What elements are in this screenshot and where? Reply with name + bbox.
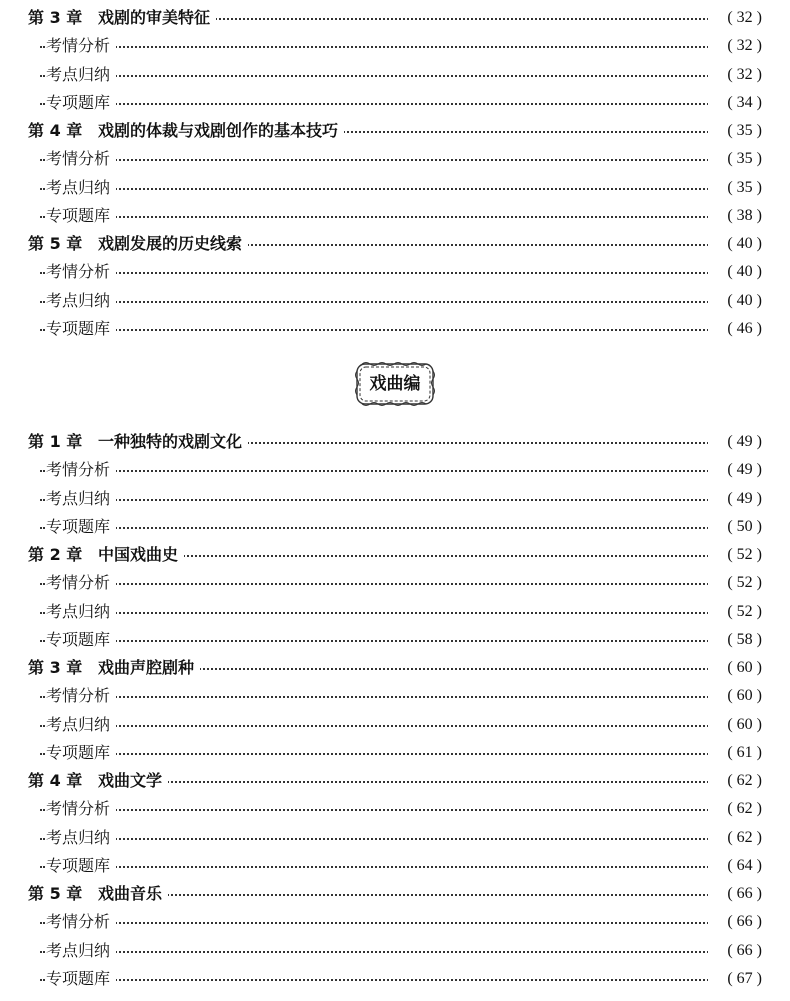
subsection-title: 专项题库 bbox=[46, 315, 116, 343]
toc-chapter-row[interactable] bbox=[0, 4, 790, 32]
chapter-title: 戏曲音乐 bbox=[98, 884, 163, 903]
toc-subsection-row[interactable] bbox=[0, 258, 790, 286]
page-number: ( 49 ) bbox=[708, 485, 762, 513]
cropped-next-line bbox=[28, 994, 158, 1001]
page-number: ( 67 ) bbox=[708, 965, 762, 993]
toc-chapter-row[interactable] bbox=[0, 428, 790, 456]
page-number: ( 32 ) bbox=[708, 61, 762, 89]
page-number: ( 40 ) bbox=[708, 230, 762, 258]
chapter-label bbox=[28, 230, 248, 258]
page-number: ( 46 ) bbox=[708, 315, 762, 343]
toc-subsection-row[interactable] bbox=[0, 32, 790, 60]
chapter-label bbox=[28, 117, 344, 145]
chapter-title: 戏剧的审美特征 bbox=[98, 8, 211, 27]
toc-chapter-row[interactable] bbox=[0, 880, 790, 908]
page-number: ( 66 ) bbox=[708, 937, 762, 965]
chapter-title: 戏曲文学 bbox=[98, 771, 163, 790]
dot-leader bbox=[40, 951, 720, 953]
subsection-title: 考点归纳 bbox=[46, 598, 116, 626]
dot-leader bbox=[40, 640, 720, 642]
page-number: ( 62 ) bbox=[708, 767, 762, 795]
chapter-number: 第 3 章 bbox=[28, 658, 83, 677]
subsection-title: 专项题库 bbox=[46, 89, 116, 117]
toc-subsection-row[interactable] bbox=[0, 711, 790, 739]
dot-leader bbox=[40, 272, 720, 274]
part-title-badge bbox=[354, 361, 436, 407]
dot-leader bbox=[40, 103, 720, 105]
chapter-number: 第 4 章 bbox=[28, 771, 83, 790]
subsection-title: 考点归纳 bbox=[46, 711, 116, 739]
page-number: ( 38 ) bbox=[708, 202, 762, 230]
page-number: ( 60 ) bbox=[708, 711, 762, 739]
subsection-title: 专项题库 bbox=[46, 739, 116, 767]
page-number: ( 52 ) bbox=[708, 569, 762, 597]
toc-subsection-row[interactable] bbox=[0, 795, 790, 823]
part-title-text: 戏曲编 bbox=[369, 374, 421, 394]
toc-subsection-row[interactable] bbox=[0, 485, 790, 513]
subsection-title: 考情分析 bbox=[46, 32, 116, 60]
toc-section-drama bbox=[0, 4, 790, 343]
chapter-label bbox=[28, 767, 168, 795]
toc-subsection-row[interactable] bbox=[0, 174, 790, 202]
chapter-number: 第 4 章 bbox=[28, 121, 83, 140]
dot-leader bbox=[40, 301, 720, 303]
chapter-title: 戏剧发展的历史线索 bbox=[98, 234, 243, 253]
toc-subsection-row[interactable] bbox=[0, 89, 790, 117]
chapter-number: 第 2 章 bbox=[28, 545, 83, 564]
toc-subsection-row[interactable] bbox=[0, 626, 790, 654]
subsection-title: 考情分析 bbox=[46, 145, 116, 173]
chapter-number: 第 3 章 bbox=[28, 8, 83, 27]
page-number: ( 58 ) bbox=[708, 626, 762, 654]
dot-leader bbox=[40, 809, 720, 811]
page-number: ( 49 ) bbox=[708, 456, 762, 484]
page-number: ( 62 ) bbox=[708, 795, 762, 823]
toc-subsection-row[interactable] bbox=[0, 315, 790, 343]
subsection-title: 专项题库 bbox=[46, 513, 116, 541]
chapter-number: 第 1 章 bbox=[28, 432, 83, 451]
toc-section-xiqu bbox=[0, 428, 790, 993]
page-number: ( 61 ) bbox=[708, 739, 762, 767]
dot-leader bbox=[40, 216, 720, 218]
dot-leader bbox=[40, 583, 720, 585]
chapter-label bbox=[28, 4, 216, 32]
page-number: ( 52 ) bbox=[708, 598, 762, 626]
page-number: ( 49 ) bbox=[708, 428, 762, 456]
dot-leader bbox=[40, 499, 720, 501]
subsection-title: 专项题库 bbox=[46, 852, 116, 880]
toc-subsection-row[interactable] bbox=[0, 202, 790, 230]
subsection-title: 考点归纳 bbox=[46, 824, 116, 852]
subsection-title: 考点归纳 bbox=[46, 61, 116, 89]
dot-leader bbox=[40, 159, 720, 161]
toc-chapter-row[interactable] bbox=[0, 767, 790, 795]
toc-subsection-row[interactable] bbox=[0, 739, 790, 767]
toc-subsection-row[interactable] bbox=[0, 598, 790, 626]
page-number: ( 40 ) bbox=[708, 287, 762, 315]
dot-leader bbox=[40, 46, 720, 48]
chapter-title: 中国戏曲史 bbox=[98, 545, 179, 564]
dot-leader bbox=[40, 75, 720, 77]
dot-leader bbox=[40, 188, 720, 190]
dot-leader bbox=[40, 470, 720, 472]
page-number: ( 35 ) bbox=[708, 117, 762, 145]
dot-leader bbox=[40, 329, 720, 331]
dot-leader bbox=[40, 527, 720, 529]
dot-leader bbox=[40, 753, 720, 755]
page-number: ( 34 ) bbox=[708, 89, 762, 117]
page-number: ( 35 ) bbox=[708, 174, 762, 202]
page-number: ( 50 ) bbox=[708, 513, 762, 541]
toc-chapter-row[interactable] bbox=[0, 230, 790, 258]
chapter-title: 戏剧的体裁与戏剧创作的基本技巧 bbox=[98, 121, 339, 140]
subsection-title: 考情分析 bbox=[46, 258, 116, 286]
dot-leader bbox=[40, 696, 720, 698]
toc-subsection-row[interactable] bbox=[0, 287, 790, 315]
dot-leader bbox=[40, 838, 720, 840]
subsection-title: 考点归纳 bbox=[46, 287, 116, 315]
toc-chapter-row[interactable] bbox=[0, 117, 790, 145]
toc-subsection-row[interactable] bbox=[0, 682, 790, 710]
chapter-title: 一种独特的戏剧文化 bbox=[98, 432, 243, 451]
page-number: ( 66 ) bbox=[708, 880, 762, 908]
subsection-title: 专项题库 bbox=[46, 202, 116, 230]
chapter-number: 第 5 章 bbox=[28, 884, 83, 903]
chapter-label bbox=[28, 428, 248, 456]
toc-subsection-row[interactable] bbox=[0, 824, 790, 852]
subsection-title: 考点归纳 bbox=[46, 174, 116, 202]
subsection-title: 考情分析 bbox=[46, 795, 116, 823]
dot-leader bbox=[40, 922, 720, 924]
chapter-label bbox=[28, 654, 200, 682]
chapter-label bbox=[28, 880, 168, 908]
subsection-title: 专项题库 bbox=[46, 626, 116, 654]
toc-subsection-row[interactable] bbox=[0, 569, 790, 597]
chapter-title: 戏曲声腔剧种 bbox=[98, 658, 195, 677]
subsection-title: 考情分析 bbox=[46, 569, 116, 597]
page-number: ( 64 ) bbox=[708, 852, 762, 880]
subsection-title: 专项题库 bbox=[46, 965, 116, 993]
page-number: ( 60 ) bbox=[708, 682, 762, 710]
chapter-number: 第 5 章 bbox=[28, 234, 83, 253]
subsection-title: 考情分析 bbox=[46, 682, 116, 710]
page-number: ( 60 ) bbox=[708, 654, 762, 682]
dot-leader bbox=[40, 866, 720, 868]
toc-chapter-row[interactable] bbox=[0, 541, 790, 569]
page-number: ( 32 ) bbox=[708, 32, 762, 60]
dot-leader bbox=[40, 979, 720, 981]
page-number: ( 66 ) bbox=[708, 908, 762, 936]
dot-leader bbox=[40, 725, 720, 727]
subsection-title: 考点归纳 bbox=[46, 485, 116, 513]
dot-leader bbox=[40, 612, 720, 614]
toc-subsection-row[interactable] bbox=[0, 456, 790, 484]
page-number: ( 52 ) bbox=[708, 541, 762, 569]
subsection-title: 考情分析 bbox=[46, 908, 116, 936]
toc-subsection-row[interactable] bbox=[0, 61, 790, 89]
page-number: ( 62 ) bbox=[708, 824, 762, 852]
toc-subsection-row[interactable] bbox=[0, 852, 790, 880]
toc-chapter-row[interactable] bbox=[0, 654, 790, 682]
toc-subsection-row[interactable] bbox=[0, 908, 790, 936]
subsection-title: 考点归纳 bbox=[46, 937, 116, 965]
toc-subsection-row[interactable] bbox=[0, 937, 790, 965]
page-number: ( 32 ) bbox=[708, 4, 762, 32]
subsection-title: 考情分析 bbox=[46, 456, 116, 484]
toc-subsection-row[interactable] bbox=[0, 145, 790, 173]
page-number: ( 35 ) bbox=[708, 145, 762, 173]
toc-subsection-row[interactable] bbox=[0, 513, 790, 541]
toc-subsection-row[interactable] bbox=[0, 965, 790, 993]
chapter-label bbox=[28, 541, 184, 569]
page-number: ( 40 ) bbox=[708, 258, 762, 286]
